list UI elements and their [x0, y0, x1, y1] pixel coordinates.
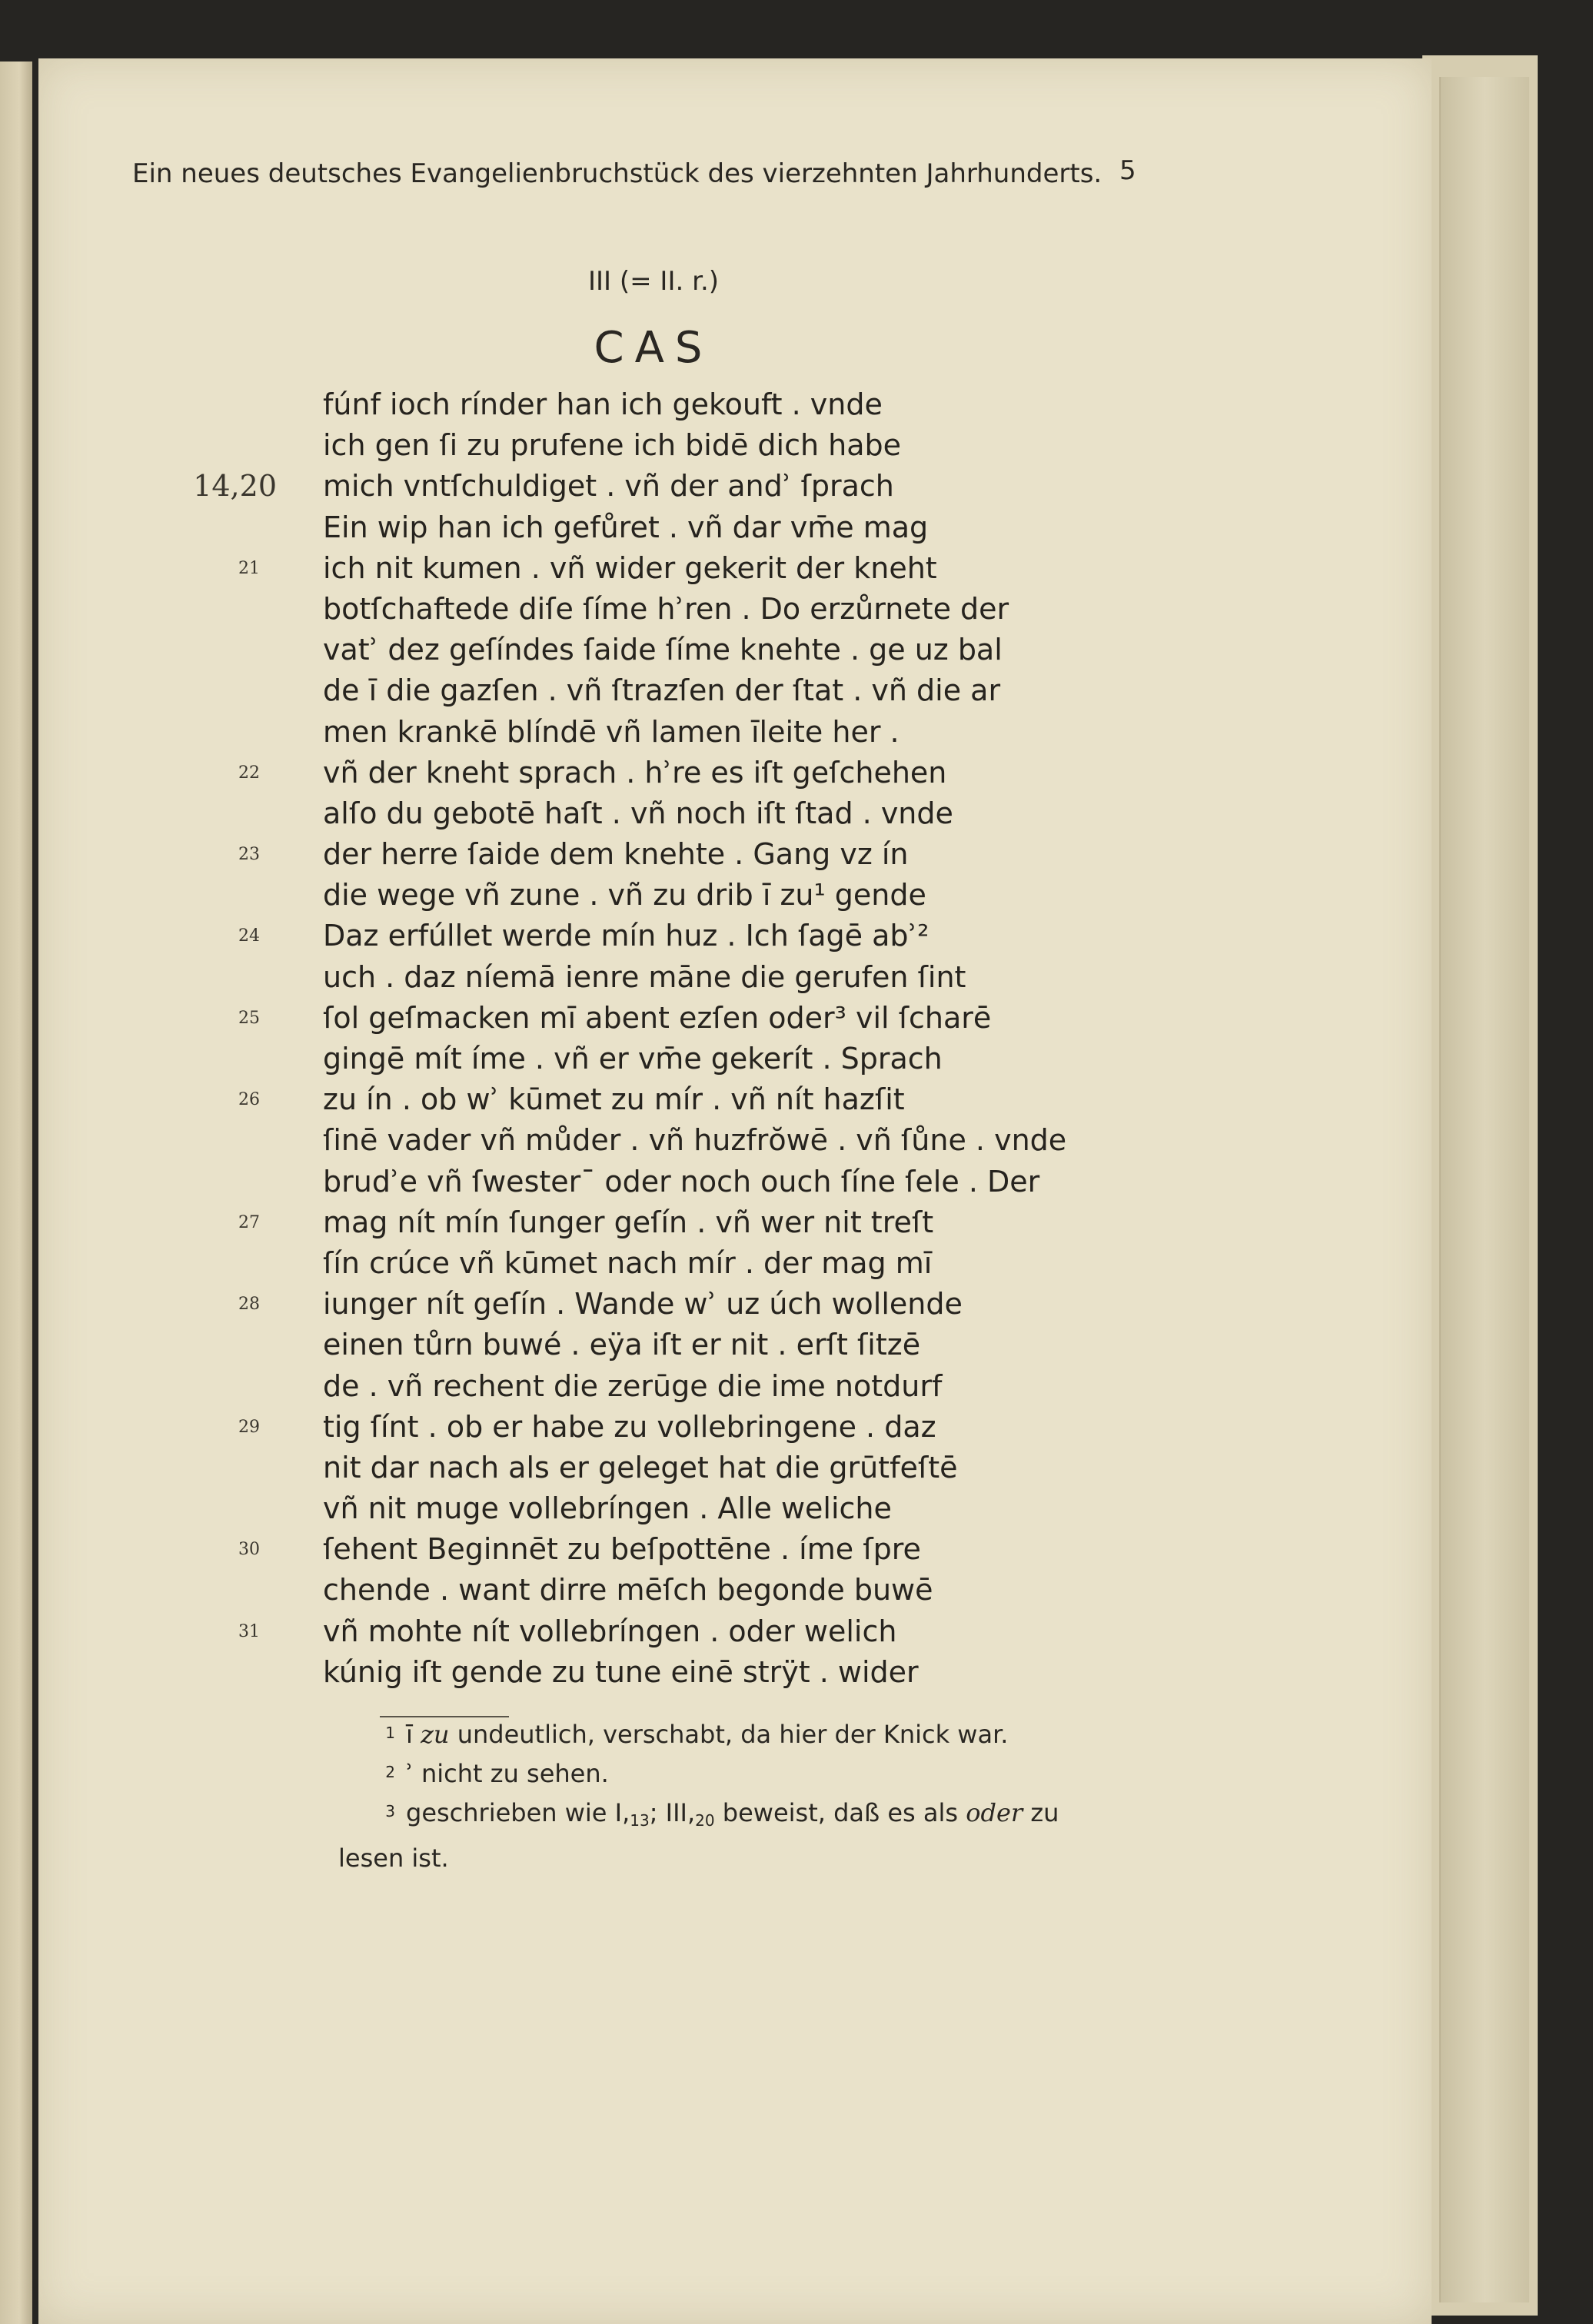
footnote-3-continuation: lesen ist.: [338, 1844, 449, 1873]
text-line: botſchaftede diſe ſíme hʾren . Do erzůrnete der: [323, 591, 1009, 626]
verse-spacer: [154, 1039, 277, 1079]
text-line: vñ nit muge vollebríngen . Alle weliche: [323, 1491, 892, 1526]
verse-number: 22: [238, 763, 260, 783]
footnote-number: 2: [385, 1763, 395, 1781]
text-line: tig ſínt . ob er habe zu vollebringene . daz: [323, 1409, 936, 1444]
text-line: ſol geſmacken mī abent ezſen oder³ vil ſcharē: [323, 1000, 992, 1035]
verse-number: 14,20: [193, 469, 277, 504]
footnote-italic: oder: [966, 1798, 1023, 1827]
verse-number: 30: [238, 1540, 260, 1560]
footnote-text: zu: [1030, 1798, 1059, 1827]
verse-spacer: [154, 425, 277, 466]
text-line: ich nit kumen . vñ wider gekerit der kneht: [323, 550, 937, 585]
text-line: mag nít mín ſunger geſín . vñ wer nit treſt: [323, 1205, 934, 1239]
text-line: ich gen ſi zu prufene ich bidē dich habe: [323, 428, 902, 463]
running-title: Ein neues deutsches Evangelienbruchstück des vierzehnten Jahrhunderts.: [132, 158, 1102, 189]
text-line: iunger nít geſín . Wande wʾ uz úch wollende: [323, 1287, 963, 1322]
text-line: die wege vñ zune . vñ zu drib ī zu¹ gende: [323, 878, 926, 913]
footnote-symbol: ī: [406, 1720, 413, 1749]
verse-spacer: [154, 589, 277, 630]
verse-spacer: [154, 1243, 277, 1284]
verse-spacer: [154, 1120, 277, 1161]
text-line: zu ín . ob wʾ kūmet zu mír . vñ nít hazſit: [323, 1082, 905, 1117]
text-line: ſinē vader vñ můder . vñ huzfrŏwē . vñ ſůne . vnde: [323, 1123, 1067, 1158]
verse-spacer: [154, 1448, 277, 1488]
text-line: der herre ſaide dem knehte . Gang vz ín: [323, 837, 909, 872]
verse-number: 24: [238, 926, 260, 946]
text-line: men krankē blíndē vñ lamen īleite her .: [323, 714, 900, 749]
footnote-text: geschrieben wie I,: [406, 1798, 630, 1827]
verse-number: 21: [238, 558, 260, 578]
verse-spacer: [154, 507, 277, 548]
text-line: vñ mohte nít vollebríngen . oder welich: [323, 1614, 897, 1648]
text-line: Daz erfúllet werde mín huz . Ich ſagē abʾ²: [323, 919, 930, 953]
text-line: chende . want dirre mēſch begonde buwē: [323, 1573, 933, 1608]
footnote-text: ; III,: [649, 1798, 696, 1827]
manuscript-text: [323, 384, 1130, 1693]
verse-number: 25: [238, 1008, 260, 1028]
verse-number: 26: [238, 1090, 260, 1110]
verse-number: 29: [238, 1417, 260, 1437]
text-line: mich vntſchuldiget . vñ der andʾ ſprach: [323, 469, 894, 504]
footnote-subscript: 13: [630, 1811, 650, 1830]
text-line: Ein wip han ich gefůret . vñ dar vm̄e mag: [323, 510, 929, 544]
footnote-italic: zu: [421, 1720, 450, 1749]
footnote-text: nicht zu sehen.: [421, 1759, 609, 1788]
verse-spacer: [154, 957, 277, 998]
verse-number: 31: [238, 1621, 260, 1641]
text-line: uch . daz níemā ienre māne die gerufen ſint: [323, 959, 966, 994]
verse-spacer: [154, 1488, 277, 1529]
text-line: einen tůrn buwé . eÿa iſt er nit . erſt ſitzē: [323, 1328, 921, 1362]
verse-spacer: [154, 793, 277, 834]
verse-number-column: [154, 384, 277, 1693]
verse-spacer: [154, 1570, 277, 1611]
verse-number: 27: [238, 1212, 260, 1232]
underlying-page-edge: [1439, 77, 1529, 2302]
verse-number: 28: [238, 1295, 260, 1315]
text-line: de ī die gazſen . vñ ſtrazſen der ſtat . vñ die ar: [323, 673, 1001, 708]
footnote-1: [338, 1714, 1169, 1754]
verse-spacer: [154, 1366, 277, 1407]
footnote-3: [338, 1793, 1169, 1840]
verse-spacer: [154, 712, 277, 753]
section-heading: CAS: [594, 323, 713, 373]
verse-number: 23: [238, 845, 260, 865]
text-line: vñ der kneht sprach . hʾre es iſt geſchehen: [323, 755, 947, 790]
text-line: brudʾe vñ ſwesterˉ oder noch ouch ſíne ſele . Der: [323, 1164, 1040, 1199]
text-line: nit dar nach als er geleget hat die grūtfeſtē: [323, 1450, 958, 1485]
verse-spacer: [154, 670, 277, 711]
footnote-symbol: ʾ: [406, 1759, 414, 1788]
text-line: de . vñ rechent die zerūge die ime notdurf: [323, 1368, 943, 1403]
text-line: gingē mít íme . vñ er vm̄e gekerít . Sprach: [323, 1042, 943, 1076]
verse-spacer: [154, 1652, 277, 1693]
facing-page-edge: [0, 62, 32, 2324]
footnote-subscript: 20: [695, 1811, 715, 1830]
text-line: ſín crúce vñ kūmet nach mír . der mag mī: [323, 1245, 933, 1280]
page-number: 5: [1119, 155, 1136, 186]
text-line: alſo du gebotē haſt . vñ noch iſt ſtad . vnde: [323, 796, 953, 830]
footnote-text: undeutlich, verschabt, da hier der Knick war.: [457, 1720, 1009, 1749]
text-line: kúnig iſt gende zu tune einē strÿt . wider: [323, 1654, 919, 1689]
verse-spacer: [154, 1325, 277, 1365]
footnotes: [338, 1714, 1169, 1877]
section-label: III (= II. r.): [587, 266, 720, 297]
footnote-2: [338, 1754, 1169, 1793]
verse-spacer: [154, 1162, 277, 1202]
footnote-text: beweist, daß es als: [722, 1798, 959, 1827]
text-line: vatʾ dez geſíndes ſaide ſíme knehte . ge uz bal: [323, 633, 1003, 667]
text-line: fúnf ioch rínder han ich gekouft . vnde: [323, 387, 883, 421]
footnote-number: 3: [385, 1802, 395, 1820]
verse-spacer: [154, 630, 277, 670]
footnote-number: 1: [385, 1724, 395, 1742]
verse-spacer: [154, 875, 277, 916]
verse-spacer: [154, 384, 277, 425]
text-line: ſehent Beginnēt zu beſpottēne . íme ſpre: [323, 1532, 921, 1567]
